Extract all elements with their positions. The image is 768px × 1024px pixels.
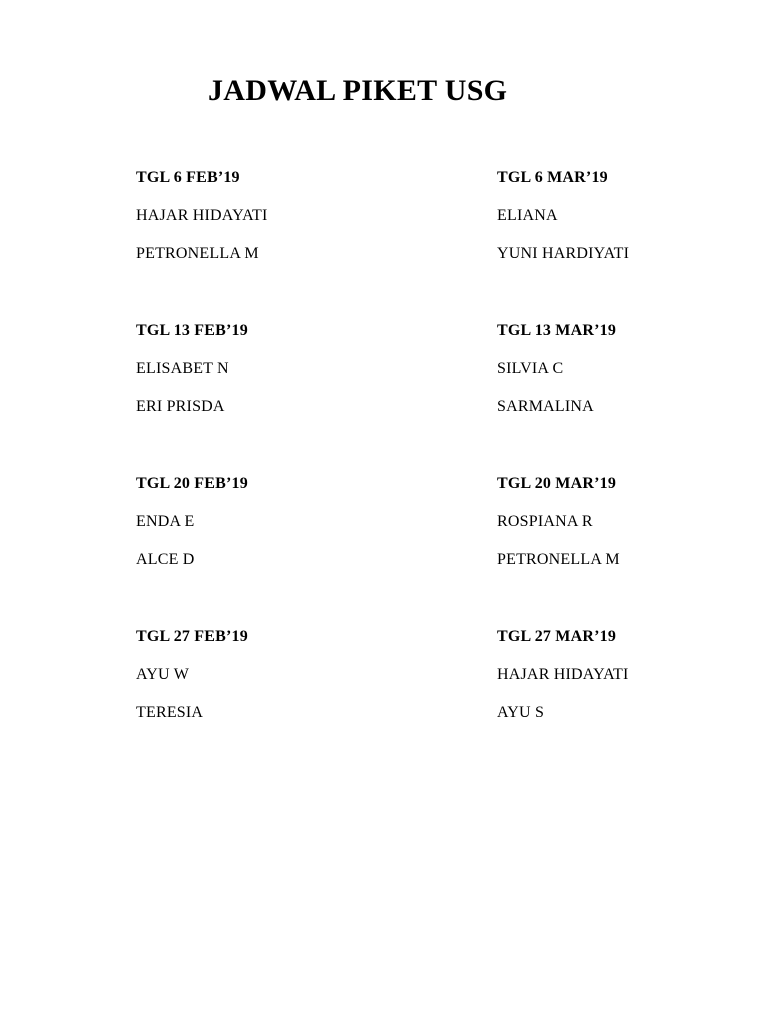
staff-name: AYU W (136, 666, 190, 683)
staff-name: YUNI HARDIYATI (497, 245, 630, 262)
staff-name: SARMALINA (497, 398, 594, 415)
schedule-date: TGL 20 FEB’19 (136, 475, 248, 492)
february-schedule-column (136, 166, 436, 778)
schedule-entry (497, 319, 768, 472)
staff-name: HAJAR HIDAYATI (136, 207, 268, 224)
schedule-entry (136, 472, 436, 625)
staff-name: SILVIA C (497, 360, 564, 377)
schedule-date: TGL 6 FEB’19 (136, 169, 240, 186)
staff-name: ROSPIANA R (497, 513, 593, 530)
schedule-date: TGL 13 FEB’19 (136, 322, 248, 339)
schedule-entry (136, 625, 436, 778)
schedule-entry (497, 625, 768, 778)
staff-name: ELIANA (497, 207, 558, 224)
schedule-date: TGL 27 MAR’19 (497, 628, 617, 645)
staff-name: PETRONELLA M (497, 551, 620, 568)
march-schedule-column (497, 166, 768, 778)
staff-name: AYU S (497, 704, 545, 721)
schedule-entry (136, 166, 436, 319)
staff-name: ERI PRISDA (136, 398, 225, 415)
staff-name: PETRONELLA M (136, 245, 259, 262)
schedule-entry (497, 166, 768, 319)
schedule-date: TGL 13 MAR’19 (497, 322, 617, 339)
schedule-date: TGL 6 MAR’19 (497, 169, 608, 186)
staff-name: HAJAR HIDAYATI (497, 666, 629, 683)
staff-name: ENDA E (136, 513, 195, 530)
schedule-date: TGL 20 MAR’19 (497, 475, 617, 492)
schedule-date: TGL 27 FEB’19 (136, 628, 248, 645)
schedule-entry (497, 472, 768, 625)
staff-name: ALCE D (136, 551, 195, 568)
page-title: JADWAL PIKET USG (208, 74, 508, 107)
staff-name: TERESIA (136, 704, 204, 721)
schedule-entry (136, 319, 436, 472)
staff-name: ELISABET N (136, 360, 229, 377)
